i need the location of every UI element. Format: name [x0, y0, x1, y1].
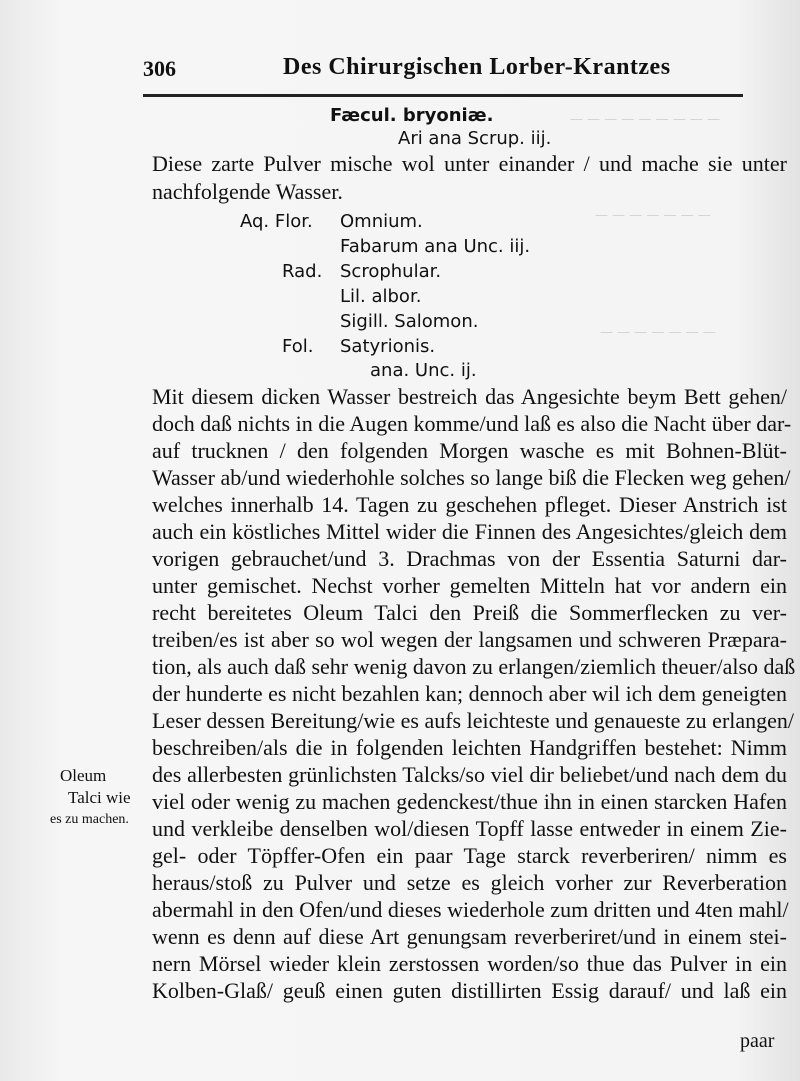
show-through: — — — — — — —: [600, 325, 716, 340]
show-through: — — — — — — —: [595, 208, 711, 223]
text-line: wenn es denn auf diese Art genungsam reverberiret/und in einem stei-: [152, 924, 787, 949]
show-through: — — — — — — — — —: [570, 112, 721, 127]
text-line: Leser dessen Bereitung/wie es aufs leichteste und genaueste zu erlangen/: [152, 708, 795, 733]
text-line: vorigen gebrauchet/und 3. Drachmas von der Essentia Saturni dar-: [152, 546, 787, 571]
text-line: und verkleibe denselben wol/diesen Topff lasse entweder in einem Zie-: [152, 816, 787, 841]
text-line: viel oder wenig zu machen gedenckest/thue ihn in einen starcken Hafen: [152, 789, 787, 814]
text-line: abermahl in den Ofen/und dieses wiederhole zum dritten und 4ten mahl/: [152, 897, 789, 922]
page-header: [143, 52, 743, 92]
text-line: doch daß nichts in die Augen komme/und laß es also die Nacht über dar-: [152, 411, 792, 436]
ingredient-label: Rad.: [282, 261, 323, 282]
ingredient-item: Satyrionis.: [340, 336, 436, 357]
text-line: gel- oder Töpffer-Ofen ein paar Tage starck reverberiren/ nimm es: [152, 843, 787, 868]
recipe-line: Fæcul. bryoniæ.: [330, 105, 494, 126]
ingredient-item: Scrophular.: [340, 261, 442, 282]
text-line: nachfolgende Wasser.: [152, 179, 343, 204]
catchword: paar: [740, 1030, 775, 1052]
text-line: des allerbesten grünlichsten Talcks/so viel dir beliebet/und nach dem du: [152, 762, 787, 787]
text-line: treiben/es ist aber so wol wegen der langsamen und schweren Præpara-: [152, 627, 787, 652]
text-line: unter gemischet. Nechst vorher gemelten Mitteln hat vor andern ein: [152, 573, 787, 598]
margin-note-line: es zu machen.: [50, 812, 129, 827]
page-number: 306: [143, 56, 176, 81]
text-line: welches innerhalb 14. Tagen zu geschehen pfleget. Dieser Anstrich ist: [152, 492, 787, 517]
text-line: auf trucknen / den folgenden Morgen wasche es mit Bohnen-Blüt-: [152, 438, 787, 463]
ingredient-item: Omnium.: [340, 211, 423, 232]
text-line: Kolben-Glaß/ geuß einen guten distillirten Essig darauf/ und laß ein: [152, 978, 787, 1003]
running-title: Des Chirurgischen Lorber-Krantzes: [283, 54, 671, 80]
ingredient-item: ana. Unc. ij.: [370, 360, 477, 381]
ingredient-label: Fol.: [282, 336, 314, 357]
margin-note-line: Oleum: [60, 766, 107, 785]
margin-note: [50, 765, 150, 831]
text-line: Mit diesem dicken Wasser bestreich das Angesichte beym Bett gehen/: [152, 384, 787, 409]
text-line: Diese zarte Pulver mische wol unter einander / und mache sie unter: [152, 151, 787, 176]
header-rule: [143, 94, 743, 97]
text-line: heraus/stoß zu Pulver und setze es gleich vorher zur Reverberation: [152, 870, 787, 895]
text-line: tion, als auch daß sehr wenig davon zu erlangen/ziemlich theuer/also daß: [152, 654, 796, 679]
text-line: nern Mörsel wieder klein zerstossen worden/so thue das Pulver in ein: [152, 951, 787, 976]
ingredient-label: Aq. Flor.: [240, 211, 313, 232]
recipe-line: Ari ana Scrup. iij.: [398, 128, 552, 149]
text-line: Wasser ab/und wiederhohle solches so lange biß die Flecken weg gehen/: [152, 465, 791, 490]
text-line: auch ein köstliches Mittel wider die Finnen des Angesichtes/gleich dem: [152, 519, 787, 544]
text-line: recht bereitetes Oleum Talci den Preiß die Sommerflecken zu ver-: [152, 600, 787, 625]
text-line: beschreiben/als die in folgenden leichten Handgriffen bestehet: Nimm: [152, 735, 787, 760]
ingredient-item: Lil. albor.: [340, 286, 422, 307]
text-line: der hunderte es nicht bezahlen kan; dennoch aber wil ich dem geneigten: [152, 681, 787, 706]
ingredient-item: Sigill. Salomon.: [340, 311, 479, 332]
margin-note-line: Talci wie: [68, 788, 131, 807]
ingredient-item: Fabarum ana Unc. iij.: [340, 236, 531, 257]
